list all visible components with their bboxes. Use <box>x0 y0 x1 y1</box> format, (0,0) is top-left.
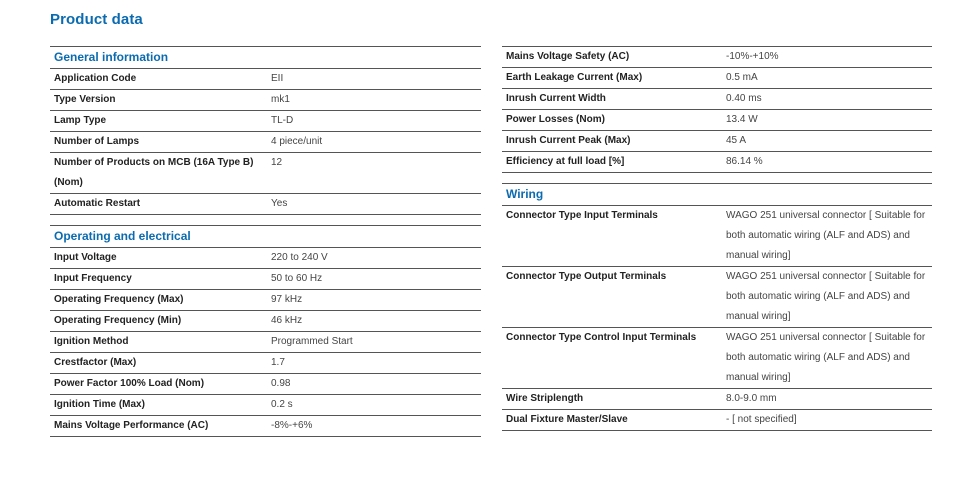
spec-label: Operating Frequency (Max) <box>54 294 184 305</box>
spec-label: Input Voltage <box>54 252 117 263</box>
spec-value: 50 to 60 Hz <box>271 273 323 284</box>
spec-label: Lamp Type <box>54 115 107 126</box>
spec-row <box>50 269 481 290</box>
spec-row <box>50 395 481 416</box>
spec-label: Ignition Time (Max) <box>54 399 145 410</box>
spec-label: Application Code <box>54 73 137 84</box>
right-column <box>502 46 932 431</box>
spec-value: 13.4 W <box>726 114 758 125</box>
spec-row <box>502 328 932 389</box>
spec-value: 45 A <box>726 135 747 146</box>
spec-value: TL-D <box>271 115 294 126</box>
spec-value: 0.2 s <box>271 399 293 410</box>
spec-row <box>50 132 481 153</box>
spec-row <box>50 311 481 332</box>
general-rows <box>50 69 481 215</box>
spec-row <box>502 410 932 431</box>
spec-row <box>502 389 932 410</box>
wiring-rows <box>502 206 932 431</box>
spec-row <box>502 206 932 267</box>
spec-value: Programmed Start <box>271 336 353 347</box>
spec-label: Number of Products on MCB (16A Type B) (Nom) <box>54 157 254 188</box>
spec-row <box>50 69 481 90</box>
spec-value: 97 kHz <box>271 294 303 305</box>
spec-row <box>50 153 481 194</box>
section-title-wiring: Wiring <box>502 184 932 206</box>
spec-row <box>502 68 932 89</box>
section-title-operating: Operating and electrical <box>50 226 481 248</box>
spec-value: 46 kHz <box>271 315 303 326</box>
spec-value: 4 piece/unit <box>271 136 323 147</box>
spec-value: 0.5 mA <box>726 72 758 83</box>
spec-label: Inrush Current Width <box>506 93 606 104</box>
spec-label: Efficiency at full load [%] <box>506 156 625 167</box>
spec-value: WAGO 251 universal connector [ Suitable for both automatic wiring (ALF and ADS) and manual wiring] <box>726 210 926 261</box>
spec-row <box>50 248 481 269</box>
spec-row <box>50 353 481 374</box>
spec-value: -8%-+6% <box>271 420 313 431</box>
spec-label: Automatic Restart <box>54 198 141 209</box>
spec-value: Yes <box>271 198 288 209</box>
spec-label: Ignition Method <box>54 336 129 347</box>
spec-row <box>50 374 481 395</box>
spec-value: 86.14 % <box>726 156 763 167</box>
spec-row <box>50 290 481 311</box>
spec-value: 0.40 ms <box>726 93 762 104</box>
spec-label: Number of Lamps <box>54 136 140 147</box>
spec-label: Input Frequency <box>54 273 132 284</box>
spec-row <box>502 267 932 328</box>
spec-label: Earth Leakage Current (Max) <box>506 72 643 83</box>
spec-label: Connector Type Control Input Terminals <box>506 332 697 343</box>
spec-value: WAGO 251 universal connector [ Suitable for both automatic wiring (ALF and ADS) and manual wiring] <box>726 332 926 383</box>
spec-row <box>50 332 481 353</box>
spec-row <box>502 131 932 152</box>
spec-label: Connector Type Input Terminals <box>506 210 658 221</box>
operating-electrical-section <box>50 225 481 437</box>
spec-label: Operating Frequency (Min) <box>54 315 182 326</box>
spec-value: 1.7 <box>271 357 285 368</box>
spec-label: Mains Voltage Safety (AC) <box>506 51 630 62</box>
spec-value: WAGO 251 universal connector [ Suitable for both automatic wiring (ALF and ADS) and manual wiring] <box>726 271 926 322</box>
spec-label: Power Losses (Nom) <box>506 114 605 125</box>
spec-value: 12 <box>271 157 283 168</box>
spec-row <box>502 47 932 68</box>
spec-value: mk1 <box>271 94 290 105</box>
electrical-continued-section <box>502 46 932 173</box>
general-information-section <box>50 46 481 215</box>
spec-value: EII <box>271 73 284 84</box>
spec-value: -10%-+10% <box>726 51 779 62</box>
spec-label: Connector Type Output Terminals <box>506 271 667 282</box>
spec-label: Dual Fixture Master/Slave <box>506 414 628 425</box>
spec-label: Wire Striplength <box>506 393 584 404</box>
spec-value: 220 to 240 V <box>271 252 328 263</box>
spec-row <box>502 89 932 110</box>
spec-label: Type Version <box>54 94 116 105</box>
spec-row <box>502 110 932 131</box>
spec-value: - [ not specified] <box>726 414 797 425</box>
spec-row <box>50 194 481 215</box>
operating-rows <box>50 248 481 437</box>
spec-row <box>50 111 481 132</box>
page-title: Product data <box>50 11 143 28</box>
spec-value: 0.98 <box>271 378 291 389</box>
spec-label: Mains Voltage Performance (AC) <box>54 420 209 431</box>
spec-label: Power Factor 100% Load (Nom) <box>54 378 205 389</box>
spec-row <box>502 152 932 173</box>
spec-label: Crestfactor (Max) <box>54 357 137 368</box>
spec-label: Inrush Current Peak (Max) <box>506 135 631 146</box>
left-column <box>50 46 481 437</box>
spec-row <box>50 90 481 111</box>
wiring-section <box>502 183 932 431</box>
electrical-continued-rows <box>502 47 932 173</box>
spec-row <box>50 416 481 437</box>
section-title-general: General information <box>50 47 481 69</box>
spec-value: 8.0-9.0 mm <box>726 393 777 404</box>
